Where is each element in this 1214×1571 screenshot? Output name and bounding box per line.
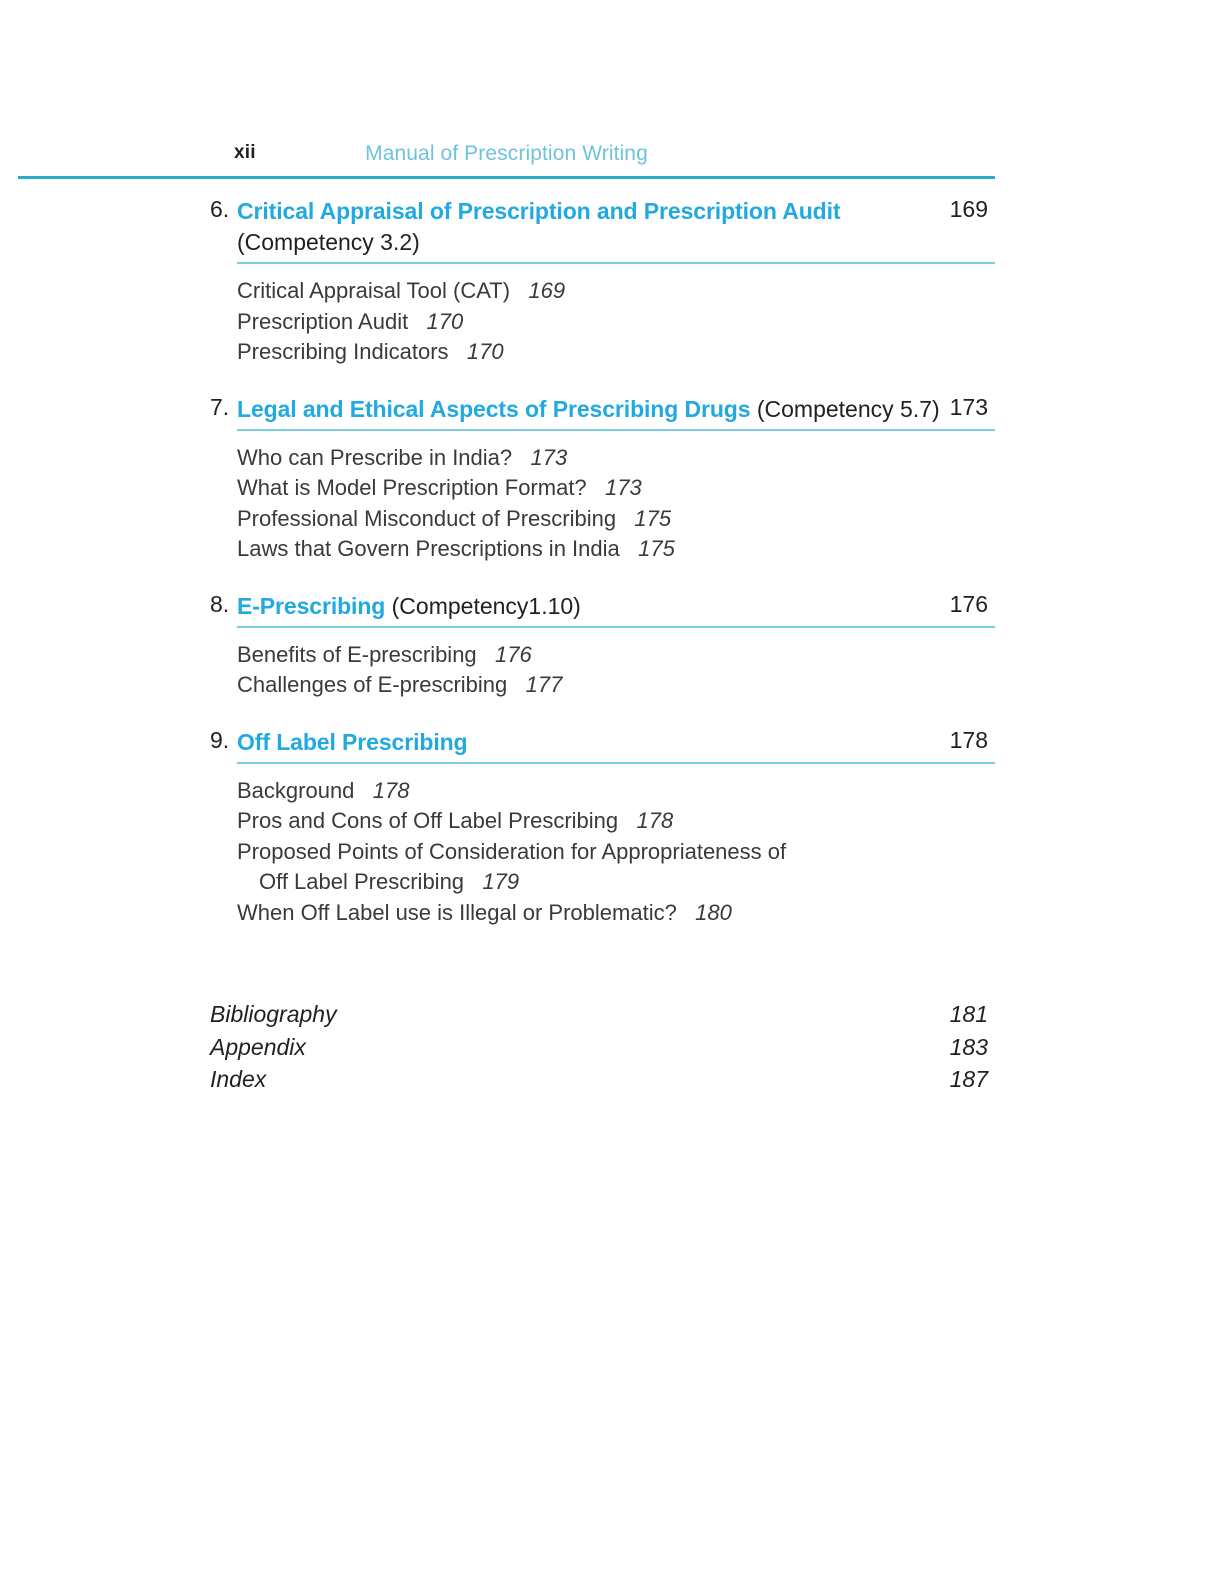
toc-subentry-label: When Off Label use is Illegal or Problematic? xyxy=(237,899,677,925)
toc-subentry-label: Challenges of E-prescribing xyxy=(237,672,508,697)
toc-chapter-divider xyxy=(237,626,995,628)
toc-chapter-titleblock xyxy=(237,591,988,622)
toc-subentry[interactable] xyxy=(237,670,1214,701)
toc-subentry-label: Benefits of E-prescribing xyxy=(237,641,477,667)
toc-subentry-page-number: 173 xyxy=(605,475,642,500)
toc-subentry-label: Professional Misconduct of Prescribing xyxy=(237,505,617,531)
toc-subentry-page-number: 170 xyxy=(466,339,504,364)
toc-subentry-list xyxy=(0,443,1214,565)
toc-section-gap xyxy=(0,928,1214,954)
toc-subentry[interactable] xyxy=(237,473,1214,504)
toc-subentry-list xyxy=(0,276,1214,368)
toc-subentry-label: Proposed Points of Consideration for Appropriateness of xyxy=(237,838,787,864)
toc-chapter-competency: (Competency1.10) xyxy=(385,592,581,619)
toc-chapter xyxy=(0,394,1214,591)
toc-subentry-label: Off Label Prescribing xyxy=(259,869,465,894)
toc-subentry-page-number: 170 xyxy=(426,308,464,334)
toc-subentry[interactable] xyxy=(237,898,1214,929)
toc-backmatter-label: Index xyxy=(210,1066,267,1092)
toc-backmatter-page-number: 187 xyxy=(949,1066,988,1092)
toc-subentry-label: What is Model Prescription Format? xyxy=(237,475,587,500)
toc-backmatter-row[interactable] xyxy=(210,998,988,1031)
toc-subentry-label: Who can Prescribe in India? xyxy=(237,444,513,470)
toc-chapter-title[interactable]: Legal and Ethical Aspects of Prescribing Drugs xyxy=(237,395,751,422)
toc-subentry[interactable] xyxy=(237,337,1214,368)
toc-backmatter-page-number: 183 xyxy=(949,1033,988,1060)
toc-backmatter xyxy=(0,998,1214,1096)
toc-chapter-divider xyxy=(237,262,995,264)
toc-chapter-heading[interactable] xyxy=(0,196,1214,258)
toc-chapter xyxy=(0,727,1214,955)
toc-subentry-page-number: 176 xyxy=(495,641,532,667)
toc-chapter-heading[interactable] xyxy=(0,591,1214,622)
toc-subentry[interactable] xyxy=(237,534,1214,565)
toc-chapter-titleblock xyxy=(237,727,988,758)
toc-section-gap xyxy=(0,368,1214,394)
toc-chapter-page-number: 176 xyxy=(949,590,988,617)
toc-subentry-page-number: 178 xyxy=(372,777,410,803)
toc-chapter-divider xyxy=(237,762,995,764)
toc-chapter-number: 6. xyxy=(210,196,230,222)
toc-subentry-label: Pros and Cons of Off Label Prescribing xyxy=(237,808,619,833)
toc-chapter-title[interactable]: Critical Appraisal of Prescription and Prescription Audit xyxy=(237,198,841,224)
toc-backmatter-label: Appendix xyxy=(210,1033,306,1060)
toc-chapter xyxy=(0,196,1214,394)
toc-subentry-page-number: 179 xyxy=(482,869,520,894)
folio-number: xii xyxy=(234,142,256,163)
toc-section-gap xyxy=(0,701,1214,727)
toc-subentry-label: Prescribing Indicators xyxy=(237,339,449,364)
toc-subentry-page-number: 169 xyxy=(528,278,566,303)
toc-subentry[interactable] xyxy=(237,443,1214,474)
header-divider xyxy=(18,176,995,179)
toc-chapter-page-number: 178 xyxy=(949,726,988,753)
toc-chapter-divider xyxy=(237,429,995,431)
toc-chapter-number: 9. xyxy=(210,726,230,753)
toc-subentry-page-number: 173 xyxy=(530,444,568,470)
toc-subentry[interactable] xyxy=(237,504,1214,535)
toc-chapter-titleblock xyxy=(237,196,988,258)
running-title: Manual of Prescription Writing xyxy=(365,142,648,165)
toc-subentry-list xyxy=(0,640,1214,701)
running-head xyxy=(18,142,995,172)
toc-subentry-label: Prescription Audit xyxy=(237,308,409,334)
toc-subentry-page-number: 175 xyxy=(634,505,672,531)
toc-subentry[interactable] xyxy=(237,806,1214,837)
toc-chapter-title[interactable]: Off Label Prescribing xyxy=(237,728,468,755)
toc-subentry[interactable] xyxy=(237,867,1214,898)
toc-chapter-number: 7. xyxy=(210,393,230,420)
toc-chapter-heading[interactable] xyxy=(0,394,1214,425)
toc-subentry-label: Background xyxy=(237,777,355,803)
toc-chapter-page-number: 169 xyxy=(949,196,988,222)
toc-chapter-titleblock xyxy=(237,394,988,425)
toc-subentry-label: Critical Appraisal Tool (CAT) xyxy=(237,278,511,303)
toc-chapter xyxy=(0,591,1214,727)
toc-chapter-competency: (Competency 5.7) xyxy=(750,395,940,422)
toc-subentry-label: Laws that Govern Prescriptions in India xyxy=(237,536,620,561)
toc-subentry-list xyxy=(0,776,1214,929)
toc-subentry[interactable] xyxy=(237,276,1214,307)
toc-chapter-heading[interactable] xyxy=(0,727,1214,758)
toc-subentry-page-number: 177 xyxy=(525,672,563,697)
toc-backmatter-row[interactable] xyxy=(210,1031,988,1064)
toc-subentry-page-number: 175 xyxy=(638,536,675,561)
toc-chapter-competency: (Competency 3.2) xyxy=(237,229,420,255)
toc-section-gap xyxy=(0,565,1214,591)
toc-list xyxy=(0,196,1214,1096)
toc-subentry[interactable] xyxy=(237,776,1214,807)
toc-subentry-page-number: 178 xyxy=(636,808,674,833)
toc-subentry[interactable] xyxy=(237,307,1214,338)
toc-backmatter-label: Bibliography xyxy=(210,1001,337,1027)
toc-chapter-number: 8. xyxy=(210,590,230,617)
toc-backmatter-row[interactable] xyxy=(210,1063,988,1096)
toc-subentry-page-number: 180 xyxy=(695,899,732,925)
toc-backmatter-page-number: 181 xyxy=(949,1001,988,1027)
toc-subentry[interactable] xyxy=(237,640,1214,671)
toc-subentry[interactable] xyxy=(237,837,1214,868)
toc-chapter-title[interactable]: E-Prescribing xyxy=(237,592,386,619)
toc-chapter-page-number: 173 xyxy=(949,393,988,420)
